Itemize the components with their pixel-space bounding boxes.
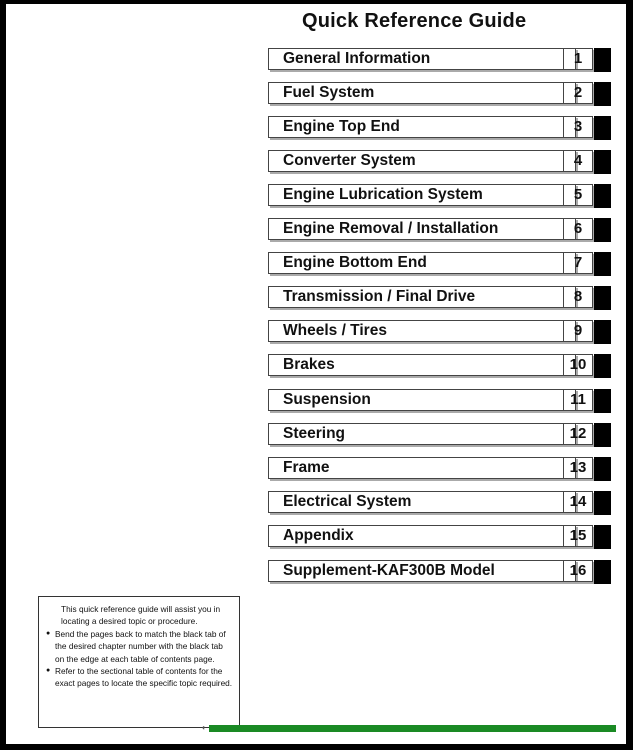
chapter-label: Fuel System bbox=[268, 82, 576, 104]
chapter-number: 6 bbox=[563, 218, 593, 240]
chapter-label: Brakes bbox=[268, 354, 576, 376]
chapter-entry-1[interactable] bbox=[268, 48, 614, 72]
chapter-number: 1 bbox=[563, 48, 593, 70]
black-edge-tab bbox=[594, 354, 611, 378]
chapter-number: 10 bbox=[563, 354, 593, 376]
manual-page bbox=[6, 4, 626, 744]
chapter-entry-5[interactable] bbox=[268, 184, 614, 208]
chapter-number: 11 bbox=[563, 389, 593, 411]
note-bullet: ● Bend the pages back to match the black tab of the desired chapter number with the black tab on the edge at each table of contents page. bbox=[47, 628, 233, 665]
chapter-label: Engine Removal / Installation bbox=[268, 218, 576, 240]
black-edge-tab bbox=[594, 389, 611, 413]
note-intro: This quick reference guide will assist you in locating a desired topic or procedure. bbox=[61, 604, 221, 627]
chapter-number: 15 bbox=[563, 525, 593, 547]
chapter-label: Suspension bbox=[268, 389, 576, 411]
chapter-entry-9[interactable] bbox=[268, 320, 614, 344]
chapter-number: 8 bbox=[563, 286, 593, 308]
chapter-label: Converter System bbox=[268, 150, 576, 172]
chapter-label: Steering bbox=[268, 423, 576, 445]
chapter-entry-13[interactable] bbox=[268, 457, 614, 481]
black-edge-tab bbox=[594, 320, 611, 344]
black-edge-tab bbox=[594, 286, 611, 310]
chapter-entry-11[interactable] bbox=[268, 389, 614, 413]
chapter-label: Electrical System bbox=[268, 491, 576, 513]
chapter-number: 12 bbox=[563, 423, 593, 445]
black-edge-tab bbox=[594, 184, 611, 208]
chapter-entry-2[interactable] bbox=[268, 82, 614, 106]
chapter-entry-14[interactable] bbox=[268, 491, 614, 515]
chapter-entry-15[interactable] bbox=[268, 525, 614, 549]
chapter-label: Engine Bottom End bbox=[268, 252, 576, 274]
chapter-number: 9 bbox=[563, 320, 593, 342]
chapter-number: 13 bbox=[563, 457, 593, 479]
chapter-entry-7[interactable] bbox=[268, 252, 614, 276]
chapter-label: Engine Top End bbox=[268, 116, 576, 138]
chapter-number: 3 bbox=[563, 116, 593, 138]
green-edge-bar bbox=[209, 725, 616, 732]
note-bullets bbox=[47, 628, 233, 690]
chapter-label: Supplement-KAF300B Model bbox=[268, 560, 576, 582]
chapter-entry-8[interactable] bbox=[268, 286, 614, 310]
chapter-label: Transmission / Final Drive bbox=[268, 286, 576, 308]
black-edge-tab bbox=[594, 116, 611, 140]
black-edge-tab bbox=[594, 82, 611, 106]
chapter-number: 5 bbox=[563, 184, 593, 206]
chapter-label: Wheels / Tires bbox=[268, 320, 576, 342]
black-edge-tab bbox=[594, 48, 611, 72]
black-edge-tab bbox=[594, 457, 611, 481]
chapter-entry-16[interactable] bbox=[268, 560, 614, 584]
chapter-label: Engine Lubrication System bbox=[268, 184, 576, 206]
chapter-label: General Information bbox=[268, 48, 576, 70]
black-edge-tab bbox=[594, 491, 611, 515]
chapter-number: 7 bbox=[563, 252, 593, 274]
chapter-number: 14 bbox=[563, 491, 593, 513]
page-title: Quick Reference Guide bbox=[302, 10, 527, 32]
chapter-label: Frame bbox=[268, 457, 576, 479]
chapter-number: 2 bbox=[563, 82, 593, 104]
note-bullet: ● Refer to the sectional table of contents for the exact pages to locate the specific topic required. bbox=[47, 665, 233, 690]
black-edge-tab bbox=[594, 560, 611, 584]
chapter-entry-10[interactable] bbox=[268, 354, 614, 378]
chapter-entry-3[interactable] bbox=[268, 116, 614, 140]
usage-note-box bbox=[38, 596, 240, 728]
chapter-entry-4[interactable] bbox=[268, 150, 614, 174]
black-edge-tab bbox=[594, 525, 611, 549]
black-edge-tab bbox=[594, 423, 611, 447]
chapter-entry-6[interactable] bbox=[268, 218, 614, 242]
chapter-entry-12[interactable] bbox=[268, 423, 614, 447]
chapter-number: 4 bbox=[563, 150, 593, 172]
black-edge-tab bbox=[594, 150, 611, 174]
registration-mark-icon: ◖ bbox=[201, 723, 206, 732]
chapter-number: 16 bbox=[563, 560, 593, 582]
black-edge-tab bbox=[594, 252, 611, 276]
black-edge-tab bbox=[594, 218, 611, 242]
chapter-label: Appendix bbox=[268, 525, 576, 547]
